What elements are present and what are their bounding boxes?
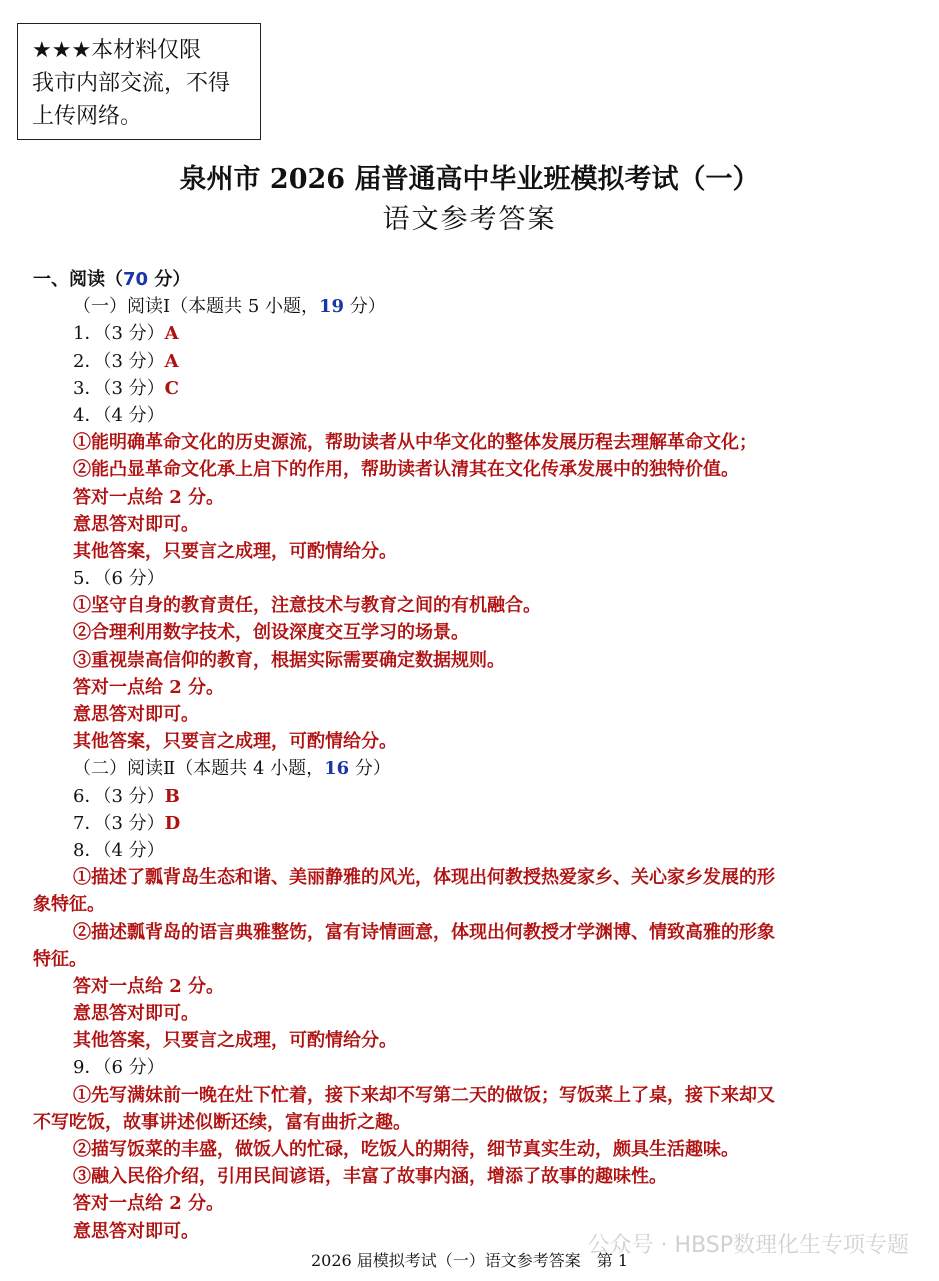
scoring-note: 意思答对即可。 (73, 704, 199, 725)
scoring-note: 意思答对即可。 (73, 1003, 199, 1025)
answer-letter: B (164, 785, 180, 807)
page-subtitle: 语文参考答案 (382, 204, 557, 235)
scoring-note: 答对一点给 2 分。 (73, 486, 225, 508)
question-8: 8．（4 分） (73, 839, 165, 861)
scoring-note: 其他答案，只要言之成理，可酌情给分。 (73, 1030, 397, 1052)
question-4: 4．（4 分） (73, 404, 165, 426)
answer-point-cont: 不写吃饭，故事讲述似断还续，富有曲折之趣。 (33, 1111, 411, 1133)
answer-letter: D (164, 812, 181, 834)
answer-point: ②描述瓢背岛的语言典雅整饬，富有诗情画意，体现出何教授才学渊博、情致高雅的形象 (73, 921, 775, 943)
answer-letter: C (164, 377, 179, 399)
scoring-note: 其他答案，只要言之成理，可酌情给分。 (73, 540, 397, 562)
notice-box (17, 23, 261, 140)
question-1: 1．（3 分）A (73, 323, 179, 345)
answer-letter: A (164, 350, 179, 372)
question-3: 3．（3 分）C (73, 377, 179, 399)
answer-point: ②合理利用数字技术，创设深度交互学习的场景。 (73, 622, 469, 644)
answer-point: ③融入民俗介绍，引用民间谚语，丰富了故事内涵，增添了故事的趣味性。 (73, 1166, 667, 1188)
answer-content (0, 266, 939, 1245)
question-7: 7．（3 分）D (73, 812, 181, 834)
answer-point: ③重视崇高信仰的教育，根据实际需要确定数据规则。 (73, 649, 505, 671)
scoring-note: 答对一点给 2 分。 (73, 676, 225, 698)
answer-point: ①描述了瓢背岛生态和谐、美丽静雅的风光，体现出何教授热爱家乡、关心家乡发展的形 (73, 867, 775, 889)
notice-line: 我市内部交流，不得 (32, 71, 231, 96)
answer-point: ①坚守自身的教育责任，注意技术与教育之间的有机融合。 (73, 595, 541, 617)
answer-point: ①先写满妹前一晚在灶下忙着，接下来却不写第二天的做饭；写饭菜上了桌，接下来却又 (73, 1084, 775, 1106)
notice-line: 上传网络。 (32, 104, 143, 129)
scoring-note: 答对一点给 2 分。 (73, 975, 225, 997)
question-6: 6．（3 分）B (73, 785, 180, 807)
section-heading: 一、阅读（70 分） (33, 269, 191, 290)
part-heading-2: （二）阅读Ⅱ（本题共 4 小题，16 分） (73, 758, 391, 780)
part-score: 19 (319, 296, 345, 318)
question-9: 9．（6 分） (73, 1057, 165, 1079)
answer-point-cont: 象特征。 (33, 894, 105, 916)
answer-point: ②描写饭菜的丰盛，做饭人的忙碌，吃饭人的期待，细节真实生动，颇具生活趣味。 (73, 1139, 739, 1160)
answer-letter: A (164, 323, 179, 345)
page-footer: 2026 届模拟考试（一）语文参考答案 第 1 (310, 1251, 629, 1270)
part-heading-1: （一）阅读Ⅰ（本题共 5 小题，19 分） (73, 296, 386, 318)
watermark: 公众号 · HBSP数理化生专项专题 (587, 1233, 909, 1258)
part-score: 16 (324, 758, 350, 780)
answer-point-cont: 特征。 (33, 948, 87, 970)
notice-line: ★★★本材料仅限 (32, 38, 202, 63)
question-2: 2．（3 分）A (73, 350, 179, 372)
scoring-note: 其他答案，只要言之成理，可酌情给分。 (73, 731, 397, 753)
question-5: 5．（6 分） (73, 568, 165, 590)
answer-point: ②能凸显革命文化承上启下的作用，帮助读者认清其在文化传承发展中的独特价值。 (73, 459, 739, 481)
section-score: 70 (123, 269, 149, 290)
scoring-note: 答对一点给 2 分。 (73, 1193, 225, 1215)
scoring-note: 意思答对即可。 (73, 1220, 199, 1242)
page-title: 泉州市 2026 届普通高中毕业班模拟考试（一） (179, 164, 760, 195)
answer-point: ①能明确革命文化的历史源流，帮助读者从中华文化的整体发展历程去理解革命文化； (73, 432, 757, 454)
scoring-note: 意思答对即可。 (73, 513, 199, 535)
